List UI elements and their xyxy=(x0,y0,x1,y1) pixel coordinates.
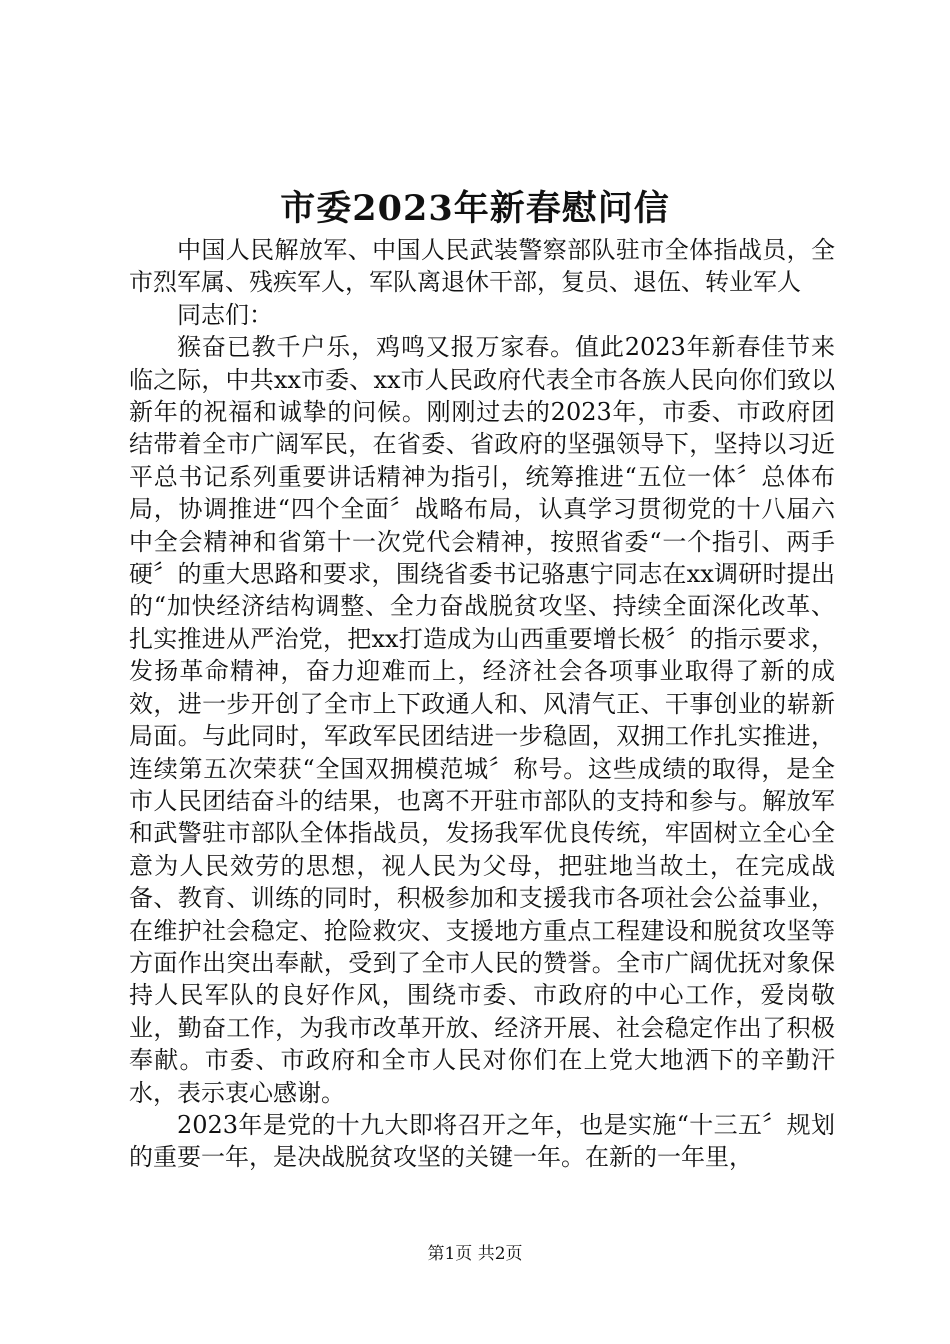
salutation-recipients: 中国人民解放军、中国人民武装警察部队驻市全体指战员，全市烈军属、残疾军人，军队离退休干部，复员、退伍、转业军人 xyxy=(129,236,835,297)
page-number-footer: 第1页 共2页 xyxy=(427,1244,523,1264)
document-title: 市委2023年新春慰问信 xyxy=(280,188,670,229)
body-paragraph-continued: 2023年是党的十九大即将召开之年，也是实施“十三五〞规划的重要一年，是决战脱贫攻坚的关键一年。在新的一年里， xyxy=(129,1110,835,1172)
greeting-line: 同志们： xyxy=(177,300,273,329)
body-paragraph-main: 猴奋已教千户乐，鸡鸣又报万家春。值此2023年新春佳节来临之际，中共xx市委、xx市人民政府代表全市各族人民向你们致以新年的祝福和诚挚的问候。刚刚过去的2023年，市委、市政府团结带着全市广阔军民，在省委、省政府的坚强领导下，坚持以习近平总书记系列重要讲话精神为指引，统筹推进“五位一体〞总体布局，协调推进“四个全面〞战略布局，认真学习贯彻党的十八届六中全会精神和省第十一次党代会精神，按照省委“一个指引、两手硬〞的重大思路和要求，围绕省委书记骆惠宁同志在xx调研时提出的“加快经济结构调整、全力奋战脱贫攻坚、持续全面深化改革、扎实推进从严治党，把xx打造成为山西重要增长极〞的指示要求，发扬革命精神，奋力迎难而上，经济社会各项事业取得了新的成效，进一步开创了全市上下政通人和、风清气正、干事创业的崭新局面。与此同时，军政军民团结进一步稳固，双拥工作扎实推进，连续第五次荣获“全国双拥模范城〞称号。这些成绩的取得，是全市人民团结奋斗的结果，也离不开驻市部队的支持和参与。解放军和武警驻市部队全体指战员，发扬我军优良传统，牢固树立全心全意为人民效劳的思想，视人民为父母，把驻地当故土，在完成战备、教育、训练的同时，积极参加和支援我市各项社会公益事业，在维护社会稳定、抢险救灾、支援地方重点工程建设和脱贫攻坚等方面作出突出奉献，受到了全市人民的赞誉。全市广阔优抚对象保持人民军队的良好作风，围绕市委、市政府的中心工作，爱岗敬业，勤奋工作，为我市改革开放、经济开展、社会稳定作出了积极奉献。市委、市政府和全市人民对你们在上党大地洒下的辛勤汗水，表示衷心感谢。 xyxy=(129,333,835,1107)
letter-body xyxy=(129,234,835,1174)
